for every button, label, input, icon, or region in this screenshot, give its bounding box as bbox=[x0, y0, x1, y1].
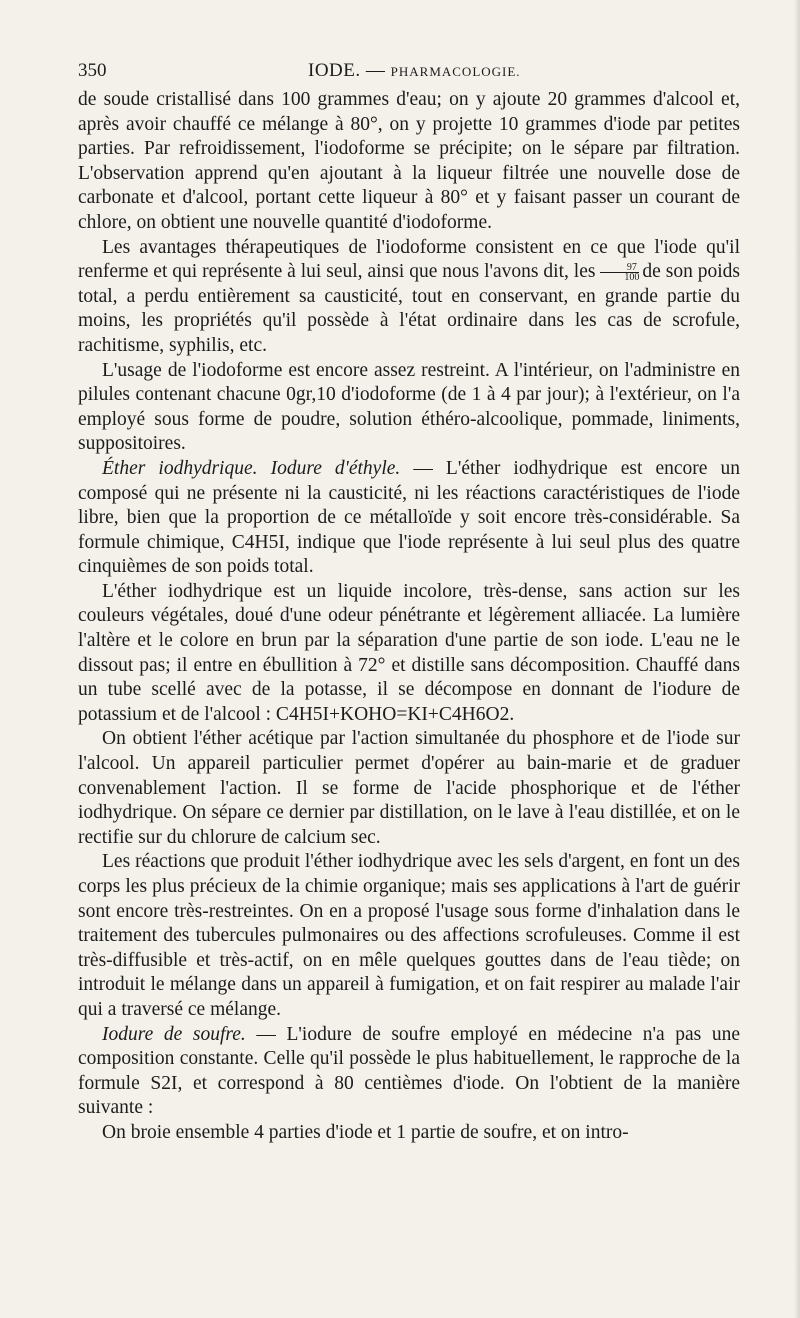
paragraph: On broie ensemble 4 parties d'iode et 1 partie de soufre, et on intro- bbox=[102, 1121, 629, 1143]
section-heading: Iodure de soufre. bbox=[102, 1023, 246, 1045]
paragraph bbox=[78, 457, 740, 580]
paragraph: L'usage de l'iodoforme est encore assez restreint. A l'intérieur, on l'administre en pilules contenant chacune 0gr,10 d'iodoforme (de 1 à 4 par jour); à l'extérieur, on l'a employé sous forme de poudre, solution éthéro-alcoolique, pommade, liniments, suppositoires. bbox=[78, 359, 740, 455]
section-title: PHARMACOLOGIE. bbox=[390, 64, 521, 79]
running-header bbox=[78, 56, 740, 88]
page-number: 350 bbox=[78, 60, 107, 81]
paragraph: Les réactions que produit l'éther iodhydrique avec les sels d'argent, en font un des corps les plus précieux de la chimie organique; mais ses applications à l'art de guérir sont encore très-restreintes. On en a proposé l'usage sous forme d'inhalation dans le traitement des tubercules pulmonaires ou des affections scrofuleuses. Comme il est très-diffusible et très-actif, on en mêle quelques gouttes dans de l'eau tiède; on introduit le mélange dans un appareil à fumigation, et on fait respirer au malade l'air qui a traversé ce mélange. bbox=[78, 851, 740, 1020]
paragraph bbox=[78, 1023, 740, 1121]
separator: — bbox=[360, 60, 391, 81]
paragraph-text: Les avantages thérapeutiques de l'iodoforme consistent en ce que l'iode qu'il renferme et qui représente à lui seul, ainsi que nous l'avons dit, les bbox=[78, 236, 740, 283]
paragraph-text: — L'iodure de soufre employé en médecine n'a pas une composition constante. Celle qu'il possède le plus habituellement, le rapproche de la formule S2I, et correspond à 80 centièmes d'iode. On l'obtient de la manière suivante : bbox=[78, 1023, 740, 1119]
page bbox=[78, 56, 740, 1146]
paragraph: de soude cristallisé dans 100 grammes d'eau; on y ajoute 20 grammes d'alcool et, après avoir chauffé ce mélange à 80°, on y projette 10 grammes d'iode par petites parties. Par refroidissement, l'iodoforme se précipite; on le sépare par filtration. L'observation apprend qu'en ajoutant à la liqueur filtrée une nouvelle dose de carbonate et d'alcool, portant cette liqueur à 80° et y faisant passer un courant de chlore, on obtient une nouvelle quantité d'iodoforme. bbox=[78, 89, 740, 233]
page-edge bbox=[794, 0, 800, 1318]
paragraph: On obtient l'éther acétique par l'action simultanée du phosphore et de l'iode sur l'alcool. Un appareil particulier permet d'opérer au bain-marie et de graduer convenablement l'action. Il se forme de l'acide phosphorique et de l'éther iodhydrique. On sépare ce dernier par distillation, on le lave à l'eau distillée, et on le rectifie sur du chlorure de calcium sec. bbox=[78, 728, 740, 848]
paragraph bbox=[78, 236, 740, 359]
running-title bbox=[308, 60, 521, 82]
paragraph: L'éther iodhydrique est un liquide incolore, très-dense, sans action sur les couleurs végétales, doué d'une odeur pénétrante et légèrement alliacée. La lumière l'altère et le colore en brun par la séparation d'une partie de son iode. L'eau ne le dissout pas; il entre en ébullition à 72° et distille sans décomposition. Chauffé dans un tube scellé avec de la potasse, il se décompose en donnant de l'iodure de potassium et de l'alcool : C4H5I+KOHO=KI+C4H6O2. bbox=[78, 580, 740, 725]
paragraph-text: de son poids total, a perdu entièrement sa causticité, tout en conservant, en grande partie du moins, les propriétés qu'il possède à l'état ordinaire dans les cas de scrofule, rachitisme, syphilis, etc. bbox=[78, 261, 741, 356]
fraction-denominator: 100 bbox=[624, 272, 640, 284]
title: IODE. bbox=[308, 60, 361, 81]
body-text bbox=[78, 88, 740, 1146]
section-heading: Éther iodhydrique. Iodure d'éthyle. bbox=[102, 457, 401, 479]
fraction bbox=[600, 263, 639, 282]
paragraph-text: — L'éther iodhydrique est encore un composé qui ne présente ni la causticité, ni les réactions caractéristiques de l'iode libre, bien que la proportion de ce métalloïde y soit encore très-considérable. Sa formule chimique, C4H5I, indique que l'iode représente à lui seul plus des quatre cinquièmes de son poids total. bbox=[78, 457, 740, 578]
fraction-numerator: 97 bbox=[600, 263, 639, 273]
